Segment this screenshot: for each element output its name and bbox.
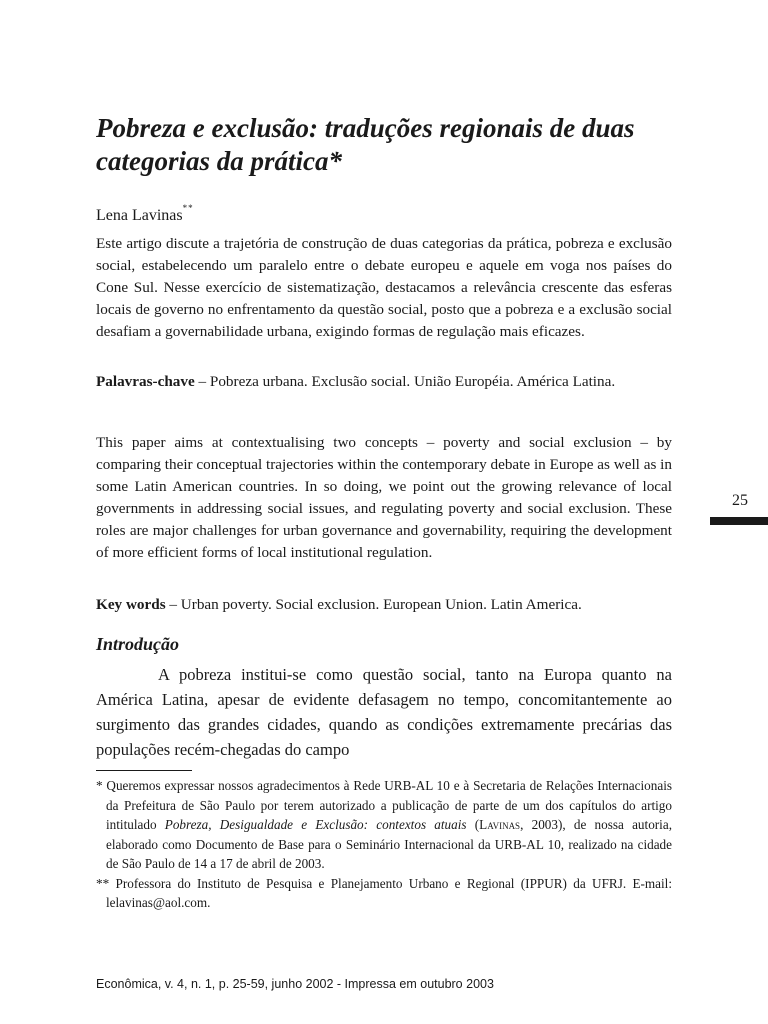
abstract-english: This paper aims at contextualising two concepts – poverty and social exclusion – by comparing their conceptual trajectories within the contemporary debate in Europe as well as in some Latin American countries. In so doing, we point out the growing relevance of local governments in addressing social issues, and regulating poverty and social exclusion. These roles are major challenges for urban governance and governability, requiring the development of more efficient forms of local institutional regulation.: [96, 434, 672, 561]
author-name: [96, 203, 194, 225]
footnote-2: ** Professora do Instituto de Pesquisa e Planejamento Urbano e Regional (IPPUR) da UFRJ. E-mail: lelavinas@aol.com.: [96, 875, 672, 910]
footnote-1-italic-title: Pobreza, Desigualdade e Exclusão: contextos atuais: [164, 817, 467, 832]
keywords-label: Key words: [96, 596, 166, 613]
intro-paragraph: A pobreza institui-se como questão social, tanto na Europa quanto na América Latina, apesar de evidente defasagem no tempo, concomitantemente ao surgimento das grandes cidades, quando as condições extremamente precárias das populações recém-chegadas do campo: [96, 665, 672, 759]
keywords-portuguese: [96, 371, 672, 393]
author-name-text: Lena Lavinas: [96, 207, 183, 224]
journal-citation: Econômica, v. 4, n. 1, p. 25-59, junho 2002 - Impressa em outubro 2003: [96, 977, 494, 991]
abstract-portuguese: Este artigo discute a trajetória de construção de duas categorias da prática, pobreza e exclusão social, estabelecendo um paralelo entre o debate europeu e aquele em voga nos países do Cone Sul. Nesse exercício de sistematização, destacamos a relevância crescente das esferas locais de governo no enfrentamento da questão social, posto que a pobreza e a exclusão social desafiam a governabilidade urbana, exigindo formas de regulação mais eficazes.: [96, 235, 672, 340]
article-title: Pobreza e exclusão: traduções regionais de duas categorias da prática*: [96, 113, 635, 176]
footnote-1-part-b: (: [466, 817, 480, 832]
footnote-1-author: Lavinas: [479, 817, 521, 832]
keywords-label: Palavras-chave: [96, 373, 195, 390]
page-marker-bar: [710, 517, 768, 525]
keywords-english: [96, 594, 672, 616]
keywords-text: – Pobreza urbana. Exclusão social. União Européia. América Latina.: [194, 373, 616, 390]
section-heading: Introdução: [96, 634, 180, 654]
author-footnote-mark: **: [182, 203, 194, 213]
footnote-1-part-a: * Queremos expressar nossos agradecimentos à Rede URB-AL 10 e à Secretaria de Relações Internacionais da Prefeitura de São Paulo por terem autorizado a publicação de parte de um dos capítulos do artigo intitulado: [96, 778, 672, 832]
page-number: 25: [732, 492, 748, 509]
footnote-divider: [96, 770, 192, 771]
footnote-1-part-c: , 2003), de nossa autoria, elaborado como Documento de Base para o Seminário Internacional da URB-AL 10, realizado na cidade de São Paulo de 14 a 17 de abril de 2003.: [106, 817, 672, 871]
keywords-text: – Urban poverty. Social exclusion. European Union. Latin America.: [165, 596, 582, 613]
footnote-1: [96, 776, 672, 874]
footnotes: [96, 776, 672, 913]
